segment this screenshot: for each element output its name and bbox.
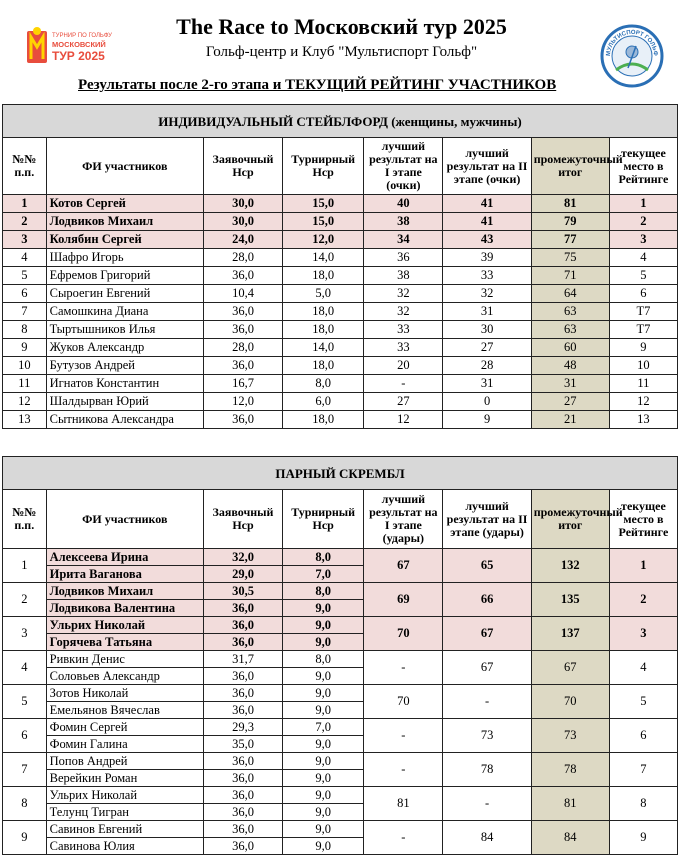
stage1-result: 81 — [364, 787, 443, 821]
entry-hcp: 36,0 — [203, 702, 282, 719]
stage1-result: 67 — [364, 549, 443, 583]
tournament-hcp: 8,0 — [283, 651, 364, 668]
stage2-result: 27 — [443, 339, 531, 357]
logo-left-line2: МОСКОВСКИЙ — [52, 40, 106, 49]
current-place: 9 — [609, 821, 677, 855]
player-name: Фомин Сергей — [46, 719, 203, 736]
column-header: ФИ участников — [46, 138, 203, 195]
interim-total: 60 — [531, 339, 609, 357]
interim-total: 27 — [531, 393, 609, 411]
table-row — [3, 685, 678, 702]
interim-total: 71 — [531, 267, 609, 285]
stage1-result: 27 — [364, 393, 443, 411]
column-header: Турнирный Hcp — [283, 138, 364, 195]
num-cell: 13 — [3, 411, 47, 429]
interim-total: 137 — [531, 617, 609, 651]
entry-hcp: 29,3 — [203, 719, 282, 736]
column-header: Турнирный Hcp — [283, 490, 364, 549]
column-header: промежуточный итог — [531, 138, 609, 195]
player-name: Шафро Игорь — [46, 249, 203, 267]
num-cell: 4 — [3, 651, 47, 685]
player-name: Телунц Тигран — [46, 804, 203, 821]
num-cell: 9 — [3, 821, 47, 855]
player-name: Ефремов Григорий — [46, 267, 203, 285]
player-name: Ирита Ваганова — [46, 566, 203, 583]
column-header: №№ п.п. — [3, 138, 47, 195]
tournament-hcp: 18,0 — [283, 411, 364, 429]
entry-hcp: 28,0 — [203, 249, 282, 267]
interim-total: 84 — [531, 821, 609, 855]
num-cell: 2 — [3, 583, 47, 617]
num-cell: 8 — [3, 787, 47, 821]
player-name: Котов Сергей — [46, 195, 203, 213]
current-place: 5 — [609, 267, 677, 285]
stage2-result: 32 — [443, 285, 531, 303]
stage1-result: - — [364, 375, 443, 393]
logo-left-line3: ТУР 2025 — [52, 49, 105, 63]
tournament-hcp: 7,0 — [283, 566, 364, 583]
stage2-result: - — [443, 787, 531, 821]
column-header: Заявочный Hcp — [203, 490, 282, 549]
entry-hcp: 32,0 — [203, 549, 282, 566]
stage1-result: 70 — [364, 685, 443, 719]
column-header: лучший результат на I этапе (очки) — [364, 138, 443, 195]
table-row — [3, 617, 678, 634]
player-name: Ульрих Николай — [46, 787, 203, 804]
entry-hcp: 36,0 — [203, 753, 282, 770]
player-name: Колябин Сергей — [46, 231, 203, 249]
entry-hcp: 24,0 — [203, 231, 282, 249]
tournament-hcp: 15,0 — [283, 195, 364, 213]
tournament-hcp: 8,0 — [283, 375, 364, 393]
stage1-result: 20 — [364, 357, 443, 375]
stage1-result: 32 — [364, 303, 443, 321]
num-cell: 6 — [3, 285, 47, 303]
tournament-hcp: 9,0 — [283, 838, 364, 855]
results-heading: Результаты после 2-го этапа и ТЕКУЩИЙ РЕЙТИНГ УЧАСТНИКОВ — [78, 77, 557, 93]
stage1-result: - — [364, 651, 443, 685]
tournament-hcp: 12,0 — [283, 231, 364, 249]
tournament-hcp: 6,0 — [283, 393, 364, 411]
current-place: 4 — [609, 249, 677, 267]
table-row — [3, 375, 678, 393]
num-cell: 7 — [3, 303, 47, 321]
pairs-results-table — [2, 456, 678, 855]
interim-total: 75 — [531, 249, 609, 267]
table-row — [3, 213, 678, 231]
entry-hcp: 36,0 — [203, 821, 282, 838]
num-cell: 4 — [3, 249, 47, 267]
table-row — [3, 357, 678, 375]
column-header: лучший результат на I этапе (удары) — [364, 490, 443, 549]
tournament-hcp: 9,0 — [283, 668, 364, 685]
entry-hcp: 30,0 — [203, 195, 282, 213]
entry-hcp: 36,0 — [203, 321, 282, 339]
tournament-hcp: 18,0 — [283, 321, 364, 339]
current-place: 5 — [609, 685, 677, 719]
num-cell: 12 — [3, 393, 47, 411]
num-cell: 1 — [3, 195, 47, 213]
tournament-hcp: 5,0 — [283, 285, 364, 303]
header-row — [3, 138, 678, 195]
stage2-result: 66 — [443, 583, 531, 617]
stage1-result: 38 — [364, 213, 443, 231]
stage1-result: 70 — [364, 617, 443, 651]
column-header: текущее место в Рейтинге — [609, 490, 677, 549]
table-row — [3, 651, 678, 668]
player-name: Горячева Татьяна — [46, 634, 203, 651]
interim-total: 81 — [531, 195, 609, 213]
num-cell: 3 — [3, 617, 47, 651]
interim-total: 67 — [531, 651, 609, 685]
interim-total: 21 — [531, 411, 609, 429]
stage1-result: 36 — [364, 249, 443, 267]
player-name: Лодвикова Валентина — [46, 600, 203, 617]
page-subtitle: Гольф-центр и Клуб "Мультиспорт Гольф" — [205, 44, 478, 60]
current-place: 13 — [609, 411, 677, 429]
stage1-result: 69 — [364, 583, 443, 617]
tournament-hcp: 18,0 — [283, 357, 364, 375]
page-header — [0, 0, 683, 100]
table-row — [3, 285, 678, 303]
entry-hcp: 36,0 — [203, 267, 282, 285]
player-name: Ривкин Денис — [46, 651, 203, 668]
current-place: 2 — [609, 213, 677, 231]
player-name: Игнатов Константин — [46, 375, 203, 393]
interim-total: 132 — [531, 549, 609, 583]
table-row — [3, 231, 678, 249]
interim-total: 48 — [531, 357, 609, 375]
interim-total: 63 — [531, 303, 609, 321]
player-name: Лодвиков Михаил — [46, 213, 203, 231]
stage1-result: 12 — [364, 411, 443, 429]
tournament-hcp: 9,0 — [283, 821, 364, 838]
individual-section-title: ИНДИВИДУАЛЬНЫЙ СТЕЙБЛФОРД (женщины, мужчины) — [3, 105, 678, 138]
column-header: ФИ участников — [46, 490, 203, 549]
interim-total: 78 — [531, 753, 609, 787]
table-row — [3, 249, 678, 267]
player-name: Тыртышников Илья — [46, 321, 203, 339]
stage2-result: 43 — [443, 231, 531, 249]
player-name: Бутузов Андрей — [46, 357, 203, 375]
num-cell: 10 — [3, 357, 47, 375]
entry-hcp: 36,0 — [203, 668, 282, 685]
current-place: 6 — [609, 285, 677, 303]
num-cell: 6 — [3, 719, 47, 753]
stage1-result: 33 — [364, 339, 443, 357]
current-place: 1 — [609, 195, 677, 213]
player-name: Соловьев Александр — [46, 668, 203, 685]
table-row — [3, 393, 678, 411]
interim-total: 70 — [531, 685, 609, 719]
table-row — [3, 787, 678, 804]
num-cell: 8 — [3, 321, 47, 339]
entry-hcp: 36,0 — [203, 804, 282, 821]
tournament-hcp: 8,0 — [283, 549, 364, 566]
multisport-golf-logo — [600, 24, 664, 88]
tournament-hcp: 18,0 — [283, 303, 364, 321]
player-name: Зотов Николай — [46, 685, 203, 702]
column-header: текущее место в Рейтинге — [609, 138, 677, 195]
num-cell: 3 — [3, 231, 47, 249]
stage2-result: 67 — [443, 651, 531, 685]
table-row — [3, 321, 678, 339]
entry-hcp: 36,0 — [203, 303, 282, 321]
entry-hcp: 10,4 — [203, 285, 282, 303]
stage1-result: - — [364, 719, 443, 753]
table-row — [3, 583, 678, 600]
num-cell: 7 — [3, 753, 47, 787]
table-row — [3, 411, 678, 429]
stage2-result: 9 — [443, 411, 531, 429]
player-name: Ульрих Николай — [46, 617, 203, 634]
entry-hcp: 36,0 — [203, 617, 282, 634]
stage2-result: 0 — [443, 393, 531, 411]
stage2-result: 41 — [443, 213, 531, 231]
player-name: Сыроегин Евгений — [46, 285, 203, 303]
current-place: 12 — [609, 393, 677, 411]
stage1-result: 34 — [364, 231, 443, 249]
current-place: T7 — [609, 303, 677, 321]
entry-hcp: 36,0 — [203, 411, 282, 429]
table-row — [3, 719, 678, 736]
player-name: Савинов Евгений — [46, 821, 203, 838]
player-name: Фомин Галина — [46, 736, 203, 753]
stage2-result: 39 — [443, 249, 531, 267]
current-place: 8 — [609, 787, 677, 821]
tournament-hcp: 9,0 — [283, 787, 364, 804]
table-row — [3, 753, 678, 770]
stage1-result: - — [364, 753, 443, 787]
tournament-hcp: 9,0 — [283, 736, 364, 753]
tournament-hcp: 9,0 — [283, 634, 364, 651]
tournament-hcp: 9,0 — [283, 702, 364, 719]
player-name: Алексеева Ирина — [46, 549, 203, 566]
stage1-result: 40 — [364, 195, 443, 213]
current-place: 10 — [609, 357, 677, 375]
stage2-result: 31 — [443, 375, 531, 393]
stage2-result: 65 — [443, 549, 531, 583]
entry-hcp: 36,0 — [203, 634, 282, 651]
entry-hcp: 36,0 — [203, 770, 282, 787]
entry-hcp: 36,0 — [203, 838, 282, 855]
current-place: 3 — [609, 617, 677, 651]
stage1-result: 38 — [364, 267, 443, 285]
table-row — [3, 267, 678, 285]
current-place: 9 — [609, 339, 677, 357]
tournament-hcp: 14,0 — [283, 339, 364, 357]
entry-hcp: 35,0 — [203, 736, 282, 753]
num-cell: 5 — [3, 685, 47, 719]
table-row — [3, 339, 678, 357]
stage2-result: 31 — [443, 303, 531, 321]
current-place: 11 — [609, 375, 677, 393]
tournament-hcp: 7,0 — [283, 719, 364, 736]
player-name: Верейкин Роман — [46, 770, 203, 787]
column-header: промежуточный итог — [531, 490, 609, 549]
tournament-hcp: 9,0 — [283, 770, 364, 787]
stage2-result: 41 — [443, 195, 531, 213]
current-place: 4 — [609, 651, 677, 685]
table-row — [3, 549, 678, 566]
entry-hcp: 36,0 — [203, 357, 282, 375]
entry-hcp: 30,0 — [203, 213, 282, 231]
tournament-hcp: 9,0 — [283, 804, 364, 821]
num-cell: 2 — [3, 213, 47, 231]
interim-total: 81 — [531, 787, 609, 821]
current-place: 1 — [609, 549, 677, 583]
player-name: Емельянов Вячеслав — [46, 702, 203, 719]
interim-total: 64 — [531, 285, 609, 303]
individual-results-table — [2, 104, 678, 429]
interim-total: 135 — [531, 583, 609, 617]
stage2-result: 78 — [443, 753, 531, 787]
entry-hcp: 16,7 — [203, 375, 282, 393]
stage1-result: 33 — [364, 321, 443, 339]
entry-hcp: 12,0 — [203, 393, 282, 411]
current-place: 2 — [609, 583, 677, 617]
stage1-result: - — [364, 821, 443, 855]
page-title: The Race to Московский тур 2025 — [176, 14, 507, 39]
num-cell: 11 — [3, 375, 47, 393]
tournament-hcp: 15,0 — [283, 213, 364, 231]
num-cell: 9 — [3, 339, 47, 357]
player-name: Шалдырван Юрий — [46, 393, 203, 411]
num-cell: 1 — [3, 549, 47, 583]
entry-hcp: 36,0 — [203, 685, 282, 702]
stage2-result: 28 — [443, 357, 531, 375]
player-name: Савинова Юлия — [46, 838, 203, 855]
table-row — [3, 821, 678, 838]
tournament-hcp: 9,0 — [283, 685, 364, 702]
column-header: лучший результат на II этапе (удары) — [443, 490, 531, 549]
entry-hcp: 30,5 — [203, 583, 282, 600]
tournament-hcp: 8,0 — [283, 583, 364, 600]
player-name: Попов Андрей — [46, 753, 203, 770]
tournament-hcp: 9,0 — [283, 600, 364, 617]
entry-hcp: 28,0 — [203, 339, 282, 357]
entry-hcp: 36,0 — [203, 600, 282, 617]
stage2-result: 84 — [443, 821, 531, 855]
column-header: №№ п.п. — [3, 490, 47, 549]
stage2-result: 67 — [443, 617, 531, 651]
stage1-result: 32 — [364, 285, 443, 303]
logo-right-text: МУЛЬТИСПОРТ ГОЛЬФ — [605, 29, 659, 57]
table-row — [3, 303, 678, 321]
entry-hcp: 31,7 — [203, 651, 282, 668]
column-header: лучший результат на II этапе (очки) — [443, 138, 531, 195]
tournament-hcp: 9,0 — [283, 617, 364, 634]
player-name: Лодвиков Михаил — [46, 583, 203, 600]
stage2-result: 33 — [443, 267, 531, 285]
interim-total: 77 — [531, 231, 609, 249]
interim-total: 79 — [531, 213, 609, 231]
entry-hcp: 36,0 — [203, 787, 282, 804]
current-place: 7 — [609, 753, 677, 787]
player-name: Самошкина Диана — [46, 303, 203, 321]
current-place: 3 — [609, 231, 677, 249]
num-cell: 5 — [3, 267, 47, 285]
pairs-section-title: ПАРНЫЙ СКРЕМБЛ — [3, 457, 678, 490]
entry-hcp: 29,0 — [203, 566, 282, 583]
logo-left-line1: ТУРНИР ПО ГОЛЬФУ — [52, 33, 112, 39]
header-row — [3, 490, 678, 549]
stage2-result: - — [443, 685, 531, 719]
player-name: Сытникова Александра — [46, 411, 203, 429]
tournament-hcp: 9,0 — [283, 753, 364, 770]
interim-total: 63 — [531, 321, 609, 339]
tournament-hcp: 18,0 — [283, 267, 364, 285]
current-place: 6 — [609, 719, 677, 753]
tournament-hcp: 14,0 — [283, 249, 364, 267]
player-name: Жуков Александр — [46, 339, 203, 357]
interim-total: 31 — [531, 375, 609, 393]
current-place: T7 — [609, 321, 677, 339]
stage2-result: 73 — [443, 719, 531, 753]
interim-total: 73 — [531, 719, 609, 753]
table-row — [3, 195, 678, 213]
stage2-result: 30 — [443, 321, 531, 339]
column-header: Заявочный Hcp — [203, 138, 282, 195]
